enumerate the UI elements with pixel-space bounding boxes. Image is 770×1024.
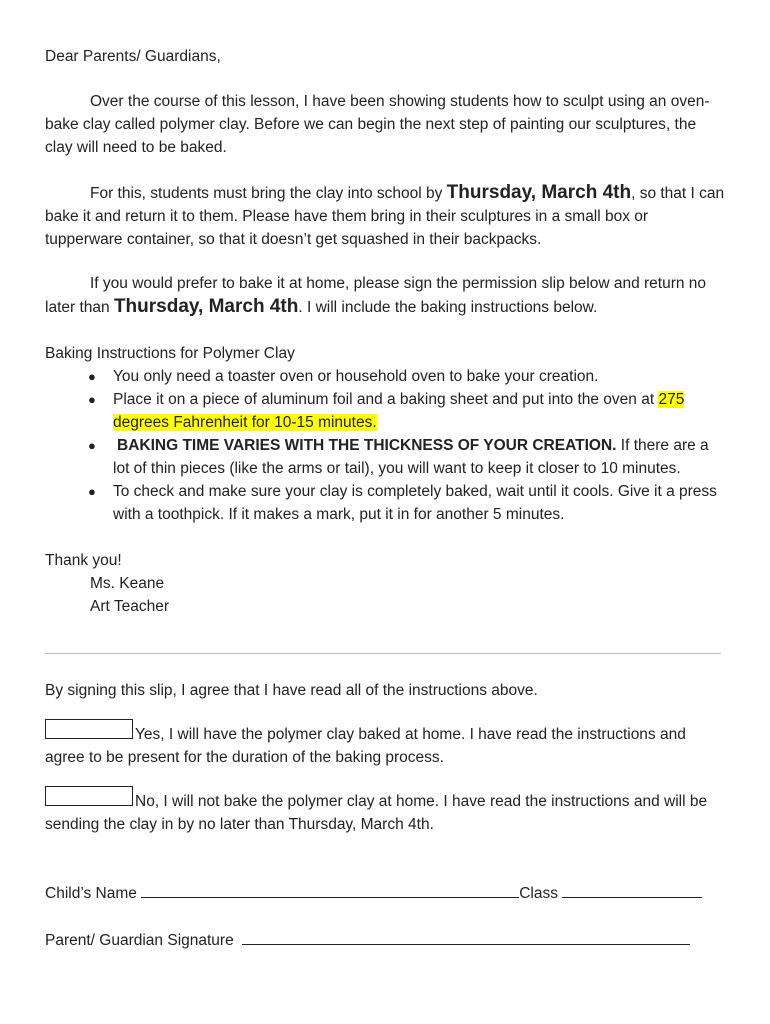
greeting: Dear Parents/ Guardians,: [45, 48, 221, 65]
bullet-text: If there are a lot of thin pieces (like the arms or tail), you will want to keep it closer to 10 minutes.: [113, 437, 709, 477]
bullet-icon: ●: [88, 369, 96, 384]
bullet-icon: ●: [88, 392, 96, 407]
option-yes-text: Yes, I will have the polymer clay baked at home. I have read the instructions and agree to be present for the duration of the baking process.: [45, 726, 686, 766]
highlighted-temperature: 275 degrees Fahrenheit for 10-15 minutes.: [113, 391, 685, 431]
bullet-icon: ●: [88, 484, 96, 499]
divider: [45, 653, 721, 654]
p3-text-start: If you would prefer to bake it at home, please sign the permission slip below and return no later than: [45, 275, 707, 316]
instructions-list: [45, 365, 725, 526]
child-name-row: [45, 882, 725, 905]
no-checkbox[interactable]: [45, 786, 133, 806]
paragraph-lesson: Over the course of this lesson, I have been showing students how to sculpt using an oven-bake clay called polymer clay. Before we can begin the next step of painting our sculptures, the clay will need to be baked.: [45, 93, 710, 156]
bullet-text: To check and make sure your clay is completely baked, wait until it cools. Give it a press with a toothpick. If it makes a mark, put it in for another 5 minutes.: [113, 483, 717, 523]
option-no-text: No, I will not bake the polymer clay at home. I have read the instructions and will be sending the clay in by no later than Thursday, March 4th.: [45, 793, 708, 833]
paragraph-bring-clay: [45, 181, 725, 251]
closing: Thank you!: [45, 552, 122, 569]
child-name-label: Child’s Name: [45, 885, 137, 902]
deadline-date: Thursday, March 4th: [446, 182, 632, 203]
list-item: [88, 365, 725, 388]
option-no: [45, 790, 725, 836]
class-label: Class: [519, 885, 558, 902]
bullet-bold-text: BAKING TIME VARIES WITH THE THICKNESS OF YOUR CREATION.: [117, 437, 617, 454]
p2-text-end: , so that I can bake it and return it to them. Please have them bring in their sculptures in a small box or tupperware container, so that it doesn’t get squashed in their backpacks.: [45, 185, 725, 248]
signer-name: Ms. Keane: [90, 575, 165, 592]
list-item: [88, 480, 725, 526]
bullet-icon: ●: [88, 438, 96, 453]
slip-intro: By signing this slip, I agree that I have read all of the instructions above.: [45, 682, 538, 699]
class-field[interactable]: [562, 882, 702, 898]
letter: [45, 45, 725, 618]
yes-checkbox[interactable]: [45, 719, 133, 739]
signature-row: [45, 929, 725, 952]
bullet-text: Place it on a piece of aluminum foil and a baking sheet and put into the oven at: [113, 391, 659, 408]
list-item: [88, 388, 725, 434]
deadline-date-2: Thursday, March 4th: [113, 296, 299, 317]
signer-title: Art Teacher: [90, 598, 169, 615]
paragraph-bake-home: [45, 272, 725, 319]
bullet-text: You only need a toaster oven or household oven to bake your creation.: [113, 368, 599, 385]
p3-text-end: . I will include the baking instructions below.: [298, 299, 598, 316]
child-name-field[interactable]: [141, 882, 519, 898]
instructions-heading: Baking Instructions for Polymer Clay: [45, 345, 295, 362]
p2-text-start: For this, students must bring the clay into school by: [90, 185, 447, 202]
signature-label: Parent/ Guardian Signature: [45, 932, 234, 949]
option-yes: [45, 723, 725, 769]
list-item: [88, 434, 725, 480]
signature-field[interactable]: [242, 929, 690, 945]
